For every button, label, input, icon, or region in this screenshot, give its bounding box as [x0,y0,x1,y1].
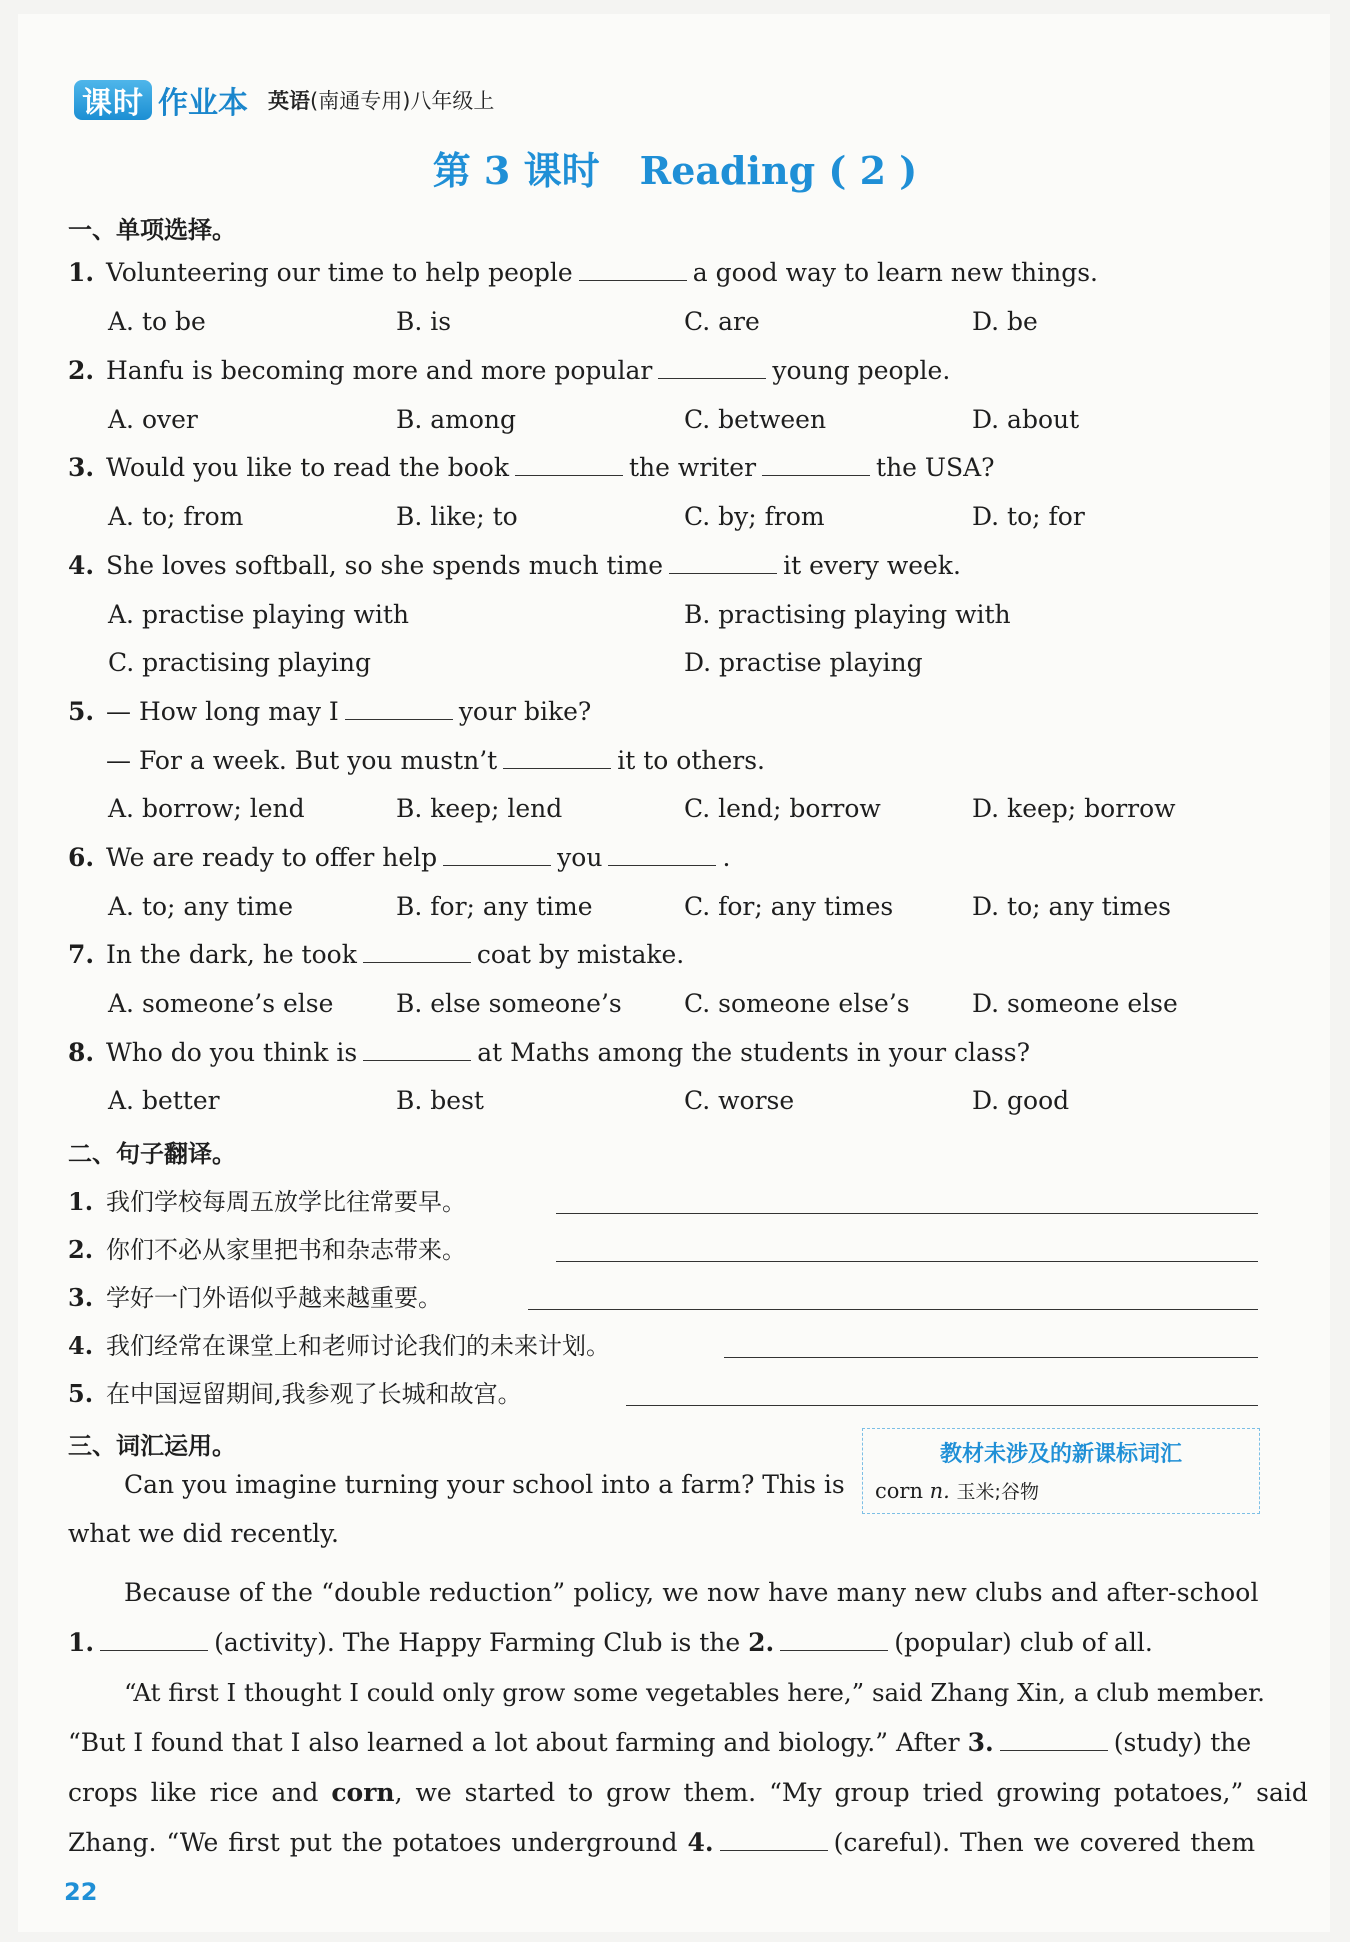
option-b: B. keep; lend [396,794,563,823]
option-d: D. someone else [972,989,1178,1018]
option-d: D. keep; borrow [972,794,1176,823]
lesson-title: 第 3 课时 Reading ( 2 ) [432,148,918,193]
option-c: C. between [684,405,827,434]
question-5-reply: — For a week. But you mustn’t it to others. [106,746,765,775]
question-2: 2. Hanfu is becoming more and more popular young people. [68,356,951,385]
answer-blank[interactable] [515,455,623,476]
question-1: 1. Volunteering our time to help people a good way to learn new things. [68,258,1099,287]
option-b: B. practising playing with [684,600,1011,629]
question-4: 4. She loves softball, so she spends much time it every week. [68,551,961,580]
answer-blank[interactable] [669,553,777,574]
header [74,76,494,124]
answer-line[interactable] [724,1357,1258,1358]
page-number: 22 [64,1878,98,1906]
question-5: 5. — How long may I your bike? [68,697,592,726]
option-c: C. someone else’s [684,989,910,1018]
option-d: D. be [972,307,1038,336]
translation-item-1: 1. 我们学校每周五放学比往常要早。 [68,1187,466,1216]
option-c: C. lend; borrow [684,794,881,823]
answer-blank[interactable] [579,260,687,281]
option-a: A. better [108,1086,220,1115]
translation-item-4: 4. 我们经常在课堂上和老师讨论我们的未来计划。 [68,1331,610,1360]
translation-item-3: 3. 学好一门外语似乎越来越重要。 [68,1283,442,1312]
option-a: A. someone’s else [108,989,334,1018]
option-a: A. borrow; lend [108,794,305,823]
answer-blank[interactable] [100,1630,208,1651]
vocabulary-title: 教材未涉及的新课标词汇 [939,1442,1182,1467]
option-d: D. to; for [972,502,1085,531]
answer-blank[interactable] [780,1630,888,1651]
answer-line[interactable] [626,1405,1258,1406]
answer-blank[interactable] [762,455,870,476]
question-6: 6. We are ready to offer help you . [68,843,731,872]
vocabulary-box [862,1428,1260,1514]
option-c: C. for; any times [684,892,894,921]
answer-blank[interactable] [1000,1730,1108,1751]
answer-line[interactable] [528,1309,1258,1310]
section2-heading: 二、句子翻译。 [68,1140,236,1168]
paragraph-2-line-1: Because of the “double reduction” policy, we now have many new clubs and after-school [124,1578,1259,1607]
section3-heading: 三、词汇运用。 [68,1432,236,1460]
option-c: C. practising playing [108,648,372,677]
paragraph-3-line-4: Zhang. “We first put the potatoes underground 4. (careful). Then we covered them [68,1828,1256,1857]
paragraph-3-line-3: crops like rice and corn, we started to grow them. “My group tried growing potatoes,” said [68,1778,1308,1807]
answer-blank[interactable] [363,1040,471,1061]
option-d: D. practise playing [684,648,923,677]
answer-blank[interactable] [443,845,551,866]
option-a: A. to; from [108,502,244,531]
translation-item-2: 2. 你们不必从家里把书和杂志带来。 [68,1235,466,1264]
option-d: D. about [972,405,1080,434]
option-b: B. best [396,1086,484,1115]
option-a: A. to; any time [108,892,294,921]
logo: 课时 [74,80,152,120]
question-8: 8. Who do you think is at Maths among the students in your class? [68,1038,1030,1067]
answer-line[interactable] [556,1213,1258,1214]
option-b: B. is [396,307,452,336]
answer-blank[interactable] [658,358,766,379]
paragraph-3-line-1: “At first I thought I could only grow some vegetables here,” said Zhang Xin, a club member. [124,1678,1265,1707]
option-b: B. like; to [396,502,518,531]
answer-blank[interactable] [608,845,716,866]
option-a: A. practise playing with [108,600,410,629]
question-3: 3. Would you like to read the book the writer the USA? [68,453,995,482]
translation-item-5: 5. 在中国逗留期间,我参观了长城和故宫。 [68,1379,522,1408]
answer-blank[interactable] [503,748,611,769]
answer-blank[interactable] [720,1830,828,1851]
option-b: B. for; any time [396,892,593,921]
paragraph-3-line-2: “But I found that I also learned a lot about farming and biology.” After 3. (study) the [68,1728,1252,1757]
paragraph-2-line-2: 1. (activity). The Happy Farming Club is the 2. (popular) club of all. [68,1628,1153,1657]
question-7: 7. In the dark, he took coat by mistake. [68,940,685,969]
answer-blank[interactable] [345,699,453,720]
answer-line[interactable] [556,1261,1258,1262]
vocabulary-entry: corn n. 玉米;谷物 [875,1479,1039,1503]
section1-heading: 一、单项选择。 [68,216,236,244]
paragraph-1-line-2: what we did recently. [68,1519,339,1548]
option-c: C. by; from [684,502,825,531]
subject-label: 英语(南通专用)八年级上 [268,89,495,113]
paragraph-1-line-1: Can you imagine turning your school into a farm? This is [124,1470,845,1499]
option-a: A. over [108,405,198,434]
option-c: C. are [684,307,760,336]
option-d: D. to; any times [972,892,1171,921]
answer-blank[interactable] [363,942,471,963]
logo-text: 作业本 [158,86,248,121]
option-c: C. worse [684,1086,795,1115]
option-b: B. else someone’s [396,989,622,1018]
option-b: B. among [396,405,517,434]
option-d: D. good [972,1086,1070,1115]
option-a: A. to be [108,307,206,336]
